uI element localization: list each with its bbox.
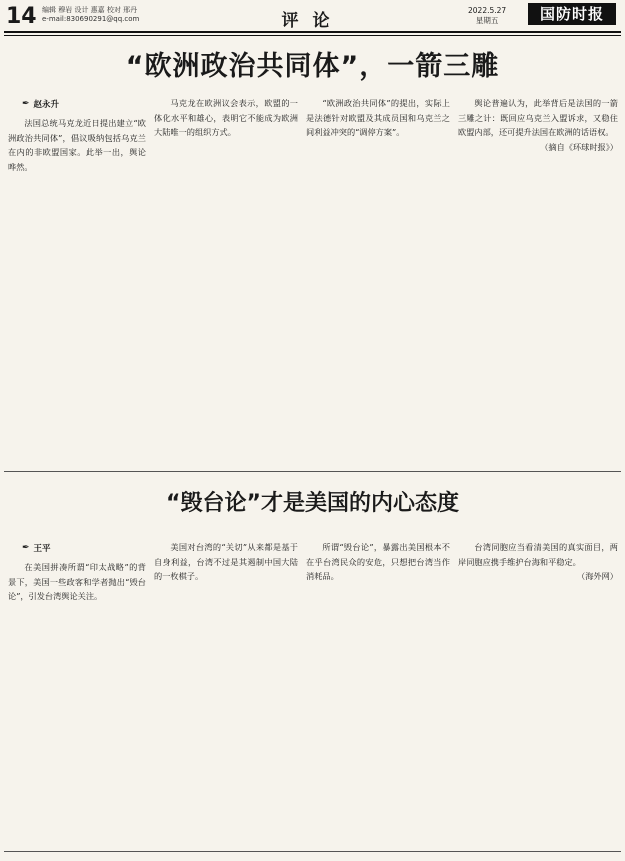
date-text: 2022.5.27: [468, 6, 507, 15]
article-1-headline: “欧洲政治共同体”，一箭三雕: [125, 51, 500, 82]
article-1-paragraph: 法国总统马克龙近日提出建立“欧洲政治共同体”，倡议吸纳包括乌克兰在内的非欧盟国家。此举一出，舆论哗然。: [8, 118, 146, 172]
issue-date: [468, 6, 506, 26]
article-2-headline: “毁台论”才是美国的内心态度: [166, 491, 459, 516]
page-number: 14: [6, 4, 37, 29]
article-2-paragraph: 台湾同胞应当看清美国的真实面目，两岸同胞应携手维护台海和平稳定。: [458, 542, 618, 567]
section-title: 评论: [281, 11, 344, 31]
article-2-column-3: [306, 540, 450, 848]
pen-icon: ✒: [22, 543, 30, 553]
article-1-author: 赵永升: [33, 100, 60, 110]
article-1-column-3: [306, 96, 450, 468]
editor-line: 编辑 穆岩 设计 惠嘉 校对 邢丹: [42, 6, 138, 14]
article-2-source: （海外网）: [577, 571, 618, 582]
article-2-column-1: [8, 540, 146, 848]
article-2-column-2: [154, 540, 298, 848]
article-separator: [4, 471, 621, 472]
newspaper-logo: 国防时报: [528, 3, 616, 25]
masthead: [0, 0, 625, 32]
article-1-paragraph: 马克龙在欧洲议会表示，欧盟的一体化水平和雄心，表明它不能成为欧洲大陆唯一的组织方式。: [154, 98, 298, 138]
masthead-rule: [4, 31, 621, 33]
article-1-paragraph: 舆论普遍认为，此举背后是法国的一箭三雕之计：既回应乌克兰入盟诉求，又稳住欧盟内部，还可提升法国在欧洲的话语权。: [458, 98, 618, 138]
article-1-source: （摘自《环球时报》）: [540, 141, 618, 152]
pen-icon: ✒: [22, 99, 30, 109]
weekday-text: 星期五: [475, 16, 499, 25]
article-1-byline: [22, 98, 146, 110]
footer-rule: [4, 851, 621, 852]
article-2-paragraph: 美国对台湾的“关切”从来都是基于自身利益，台湾不过是其遏制中国大陆的一枚棋子。: [154, 542, 298, 582]
article-2-author: 王平: [33, 544, 51, 554]
article-2-paragraph: 在美国拼凑所谓“印太战略”的背景下，美国一些政客和学者抛出“毁台论”，引发台湾舆论关注。: [8, 562, 146, 602]
article-1-column-4: [458, 96, 618, 468]
email-line: e-mail:830690291@qq.com: [42, 15, 140, 23]
masthead-rule-thin: [4, 35, 621, 36]
article-1-paragraph: “欧洲政治共同体”的提出，实际上是法德针对欧盟及其成员国和乌克兰之间利益冲突的“调停方案”。: [306, 98, 450, 138]
article-2-paragraph: 所谓“毁台论”，暴露出美国根本不在乎台湾民众的安危，只想把台湾当作消耗品。: [306, 542, 450, 582]
article-1-column-1: [8, 96, 146, 468]
article-1-column-2: [154, 96, 298, 468]
article-2-byline: [22, 542, 146, 554]
article-2-column-4: [458, 540, 618, 848]
